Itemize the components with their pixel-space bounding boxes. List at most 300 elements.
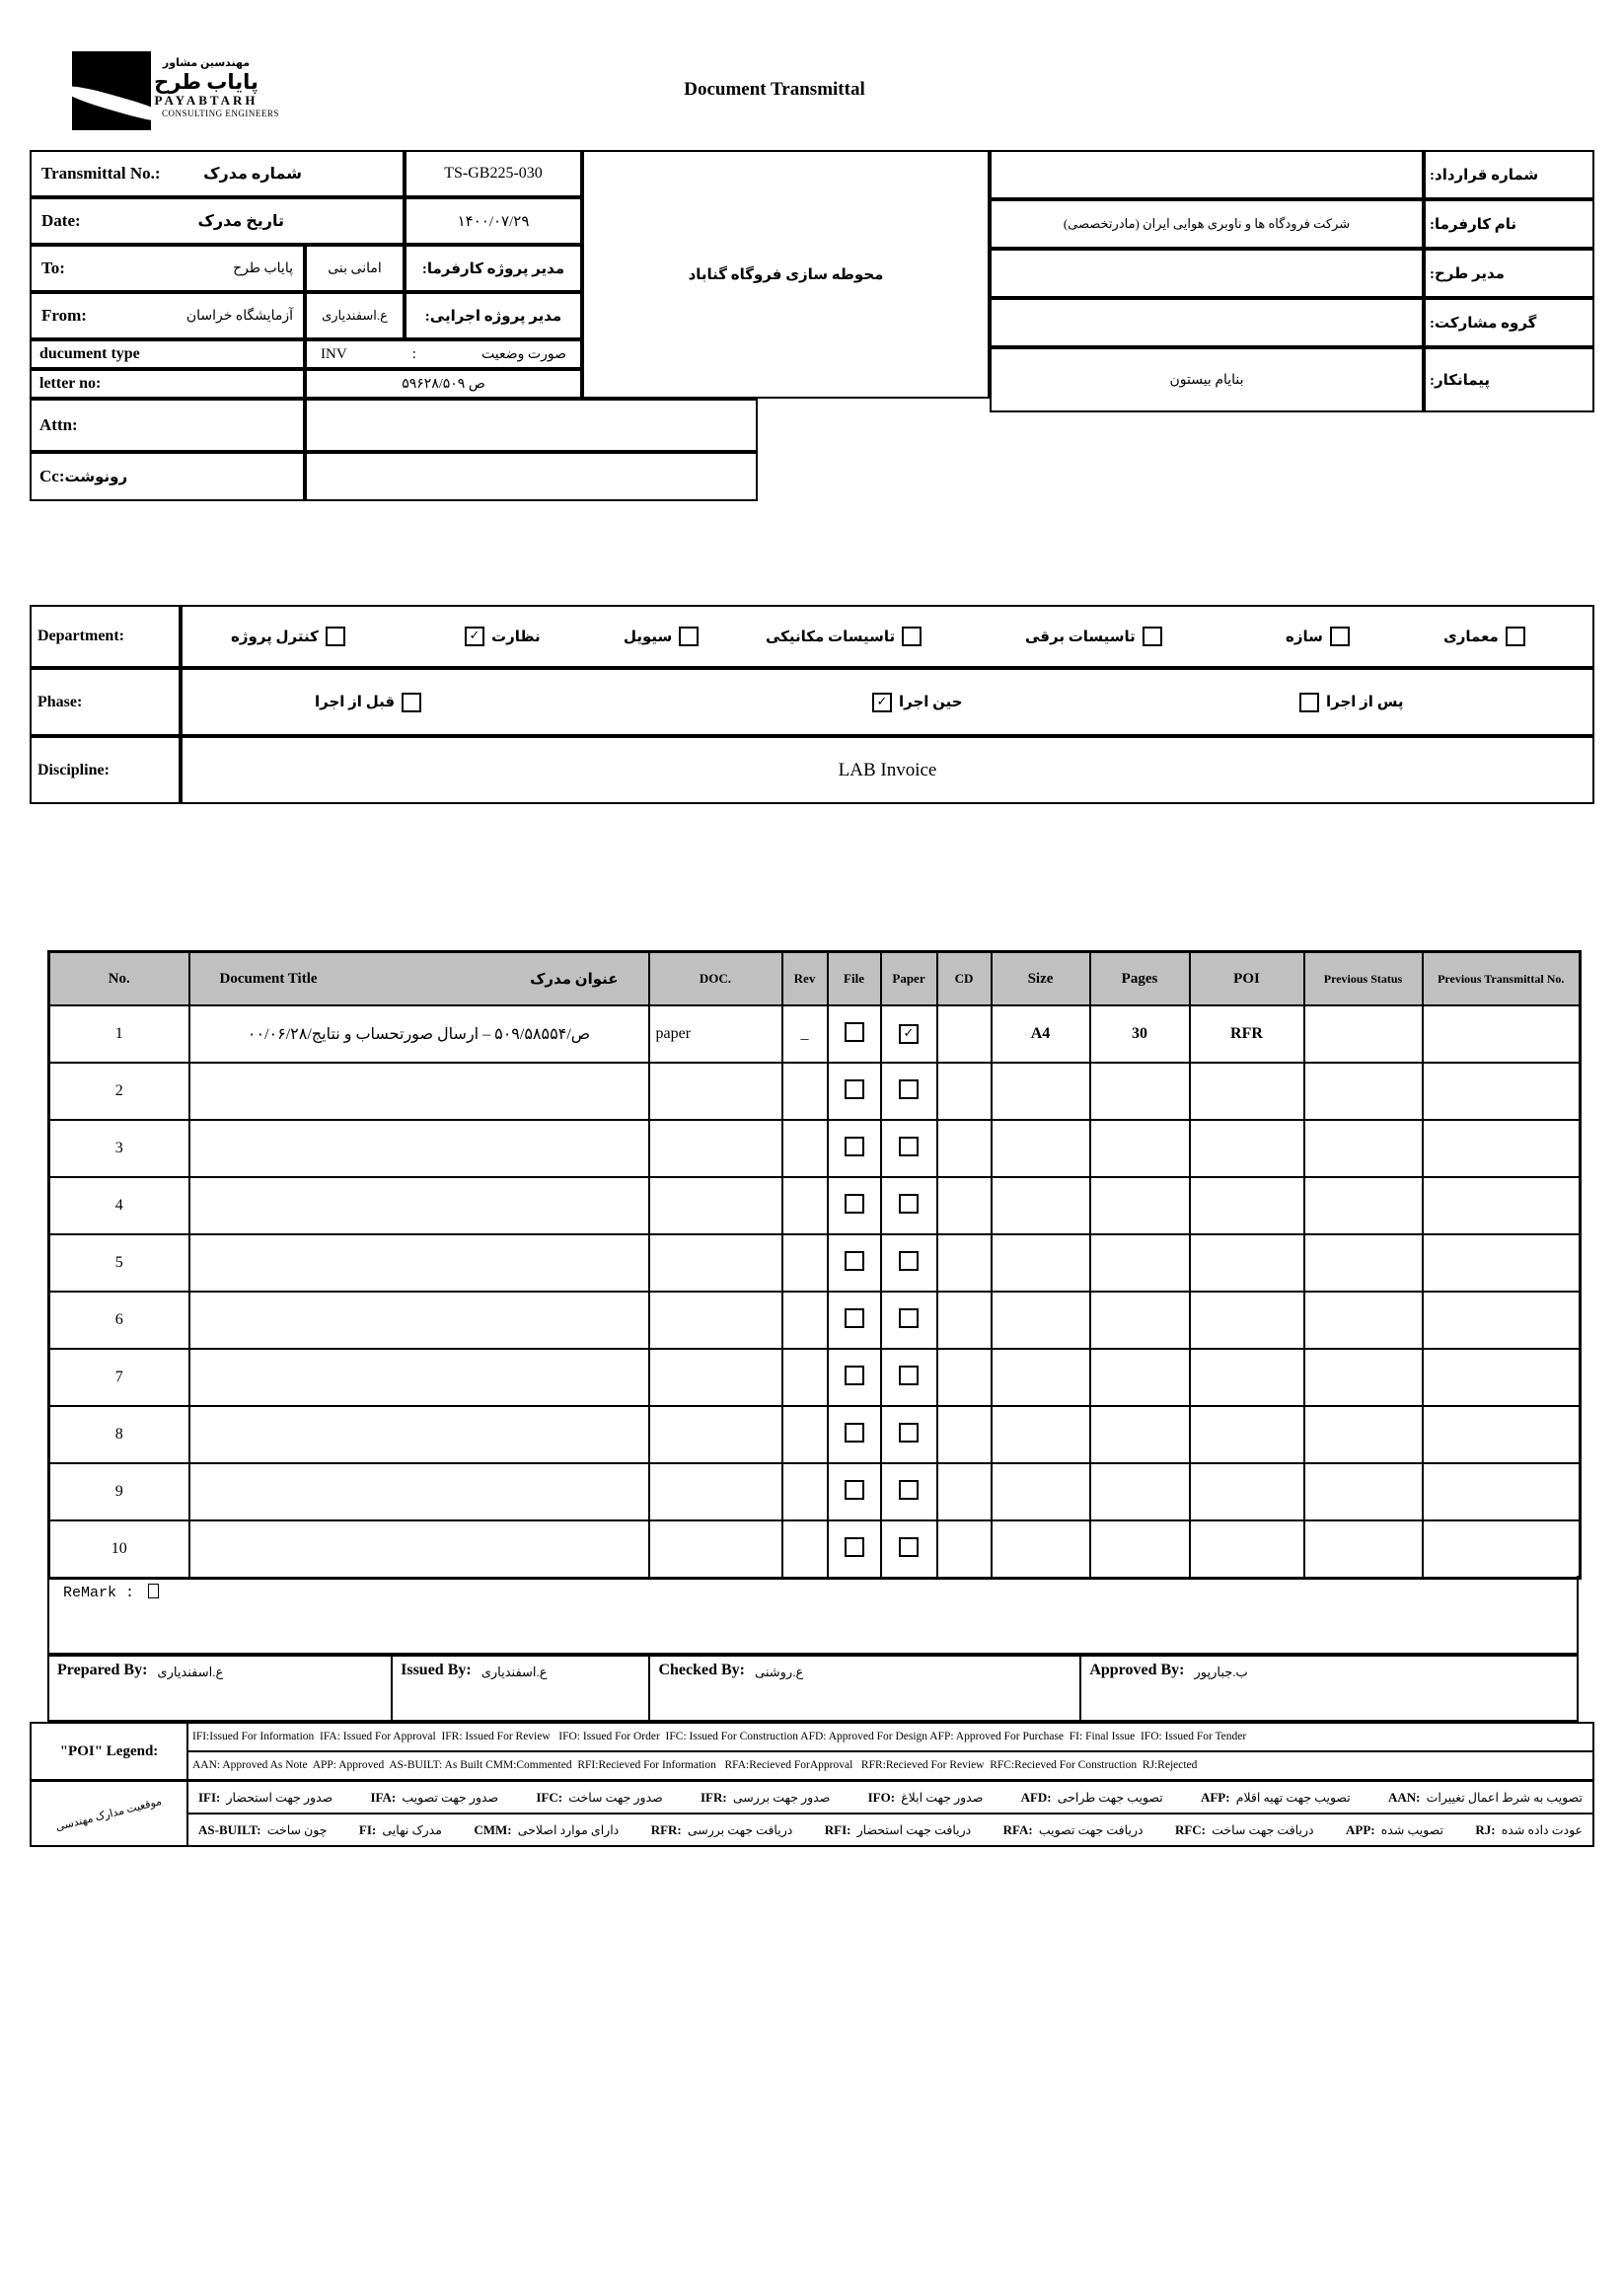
col-pages: Pages (1090, 952, 1190, 1006)
cell-cd (937, 1520, 992, 1579)
cell-poi (1190, 1349, 1304, 1406)
cell-rev (782, 1292, 828, 1349)
legend-item: FI: مدرک نهایی (358, 1822, 442, 1837)
col-prev-transmittal: Previous Transmittal No. (1423, 952, 1581, 1006)
cell-paper (881, 1349, 937, 1406)
cell-prev-transmittal (1423, 1406, 1581, 1463)
dept-option-label: تاسیسات مکانیکی (766, 629, 896, 645)
to-value: پایاب طرح (233, 260, 293, 276)
prepared-by-name: ع.اسفندیاری (157, 1665, 224, 1679)
from-cell (30, 292, 305, 339)
empty-glyph-box (148, 1584, 159, 1598)
cell-doc (649, 1406, 782, 1463)
phase-label: Phase: (37, 693, 83, 710)
poi-legend-en-block (32, 1724, 1592, 1779)
exec-pm-label: مدیر پروژه اجرایی: (405, 292, 582, 339)
col-title-fa: عنوان مدرک (530, 971, 619, 988)
cell-pages (1090, 1120, 1190, 1177)
dept-option-label: نظارت (491, 629, 541, 645)
date-value: ۱۴۰۰/۰۷/۲۹ (405, 197, 582, 245)
legend-item: AAN: تصویب به شرط اعمال تغییرات (1387, 1790, 1583, 1805)
checkbox-icon[interactable] (1506, 627, 1525, 646)
remark-label: ReMark : (63, 1585, 135, 1601)
cell-poi (1190, 1520, 1304, 1579)
cell-paper (881, 1292, 937, 1349)
cell-prev-status (1304, 1005, 1423, 1063)
transmittal-no-label-fa: شماره مدرک (203, 166, 302, 183)
phase-option-label: پس از اجرا (1326, 695, 1404, 710)
poi-legend-section (30, 1722, 1594, 1847)
phase-option-after-execution[interactable] (1299, 693, 1404, 712)
cell-title (189, 1177, 649, 1234)
cell-doc (649, 1520, 782, 1579)
legend-item: APP: تصویب شده (1346, 1822, 1443, 1837)
table-row (49, 1463, 1581, 1520)
phase-option-label: حین اجرا (899, 695, 963, 710)
company-brand (148, 57, 279, 118)
cell-rev (782, 1177, 828, 1234)
cell-doc (649, 1234, 782, 1292)
poi-legend-en-line-2: AAN: Approved As Note APP: Approved AS-BUILT: As Built CMM:Commented RFI:Recieved For Information RFA:Recieved ForApproval RFR:Recieved For Review RFC:Recieved For Construction RJ:Rejected (192, 1759, 1198, 1771)
cell-rev (782, 1120, 828, 1177)
cell-size (992, 1406, 1090, 1463)
cell-prev-status (1304, 1292, 1423, 1349)
prepared-by-label: Prepared By: (57, 1662, 148, 1678)
cell-poi (1190, 1120, 1304, 1177)
cell-prev-status (1304, 1463, 1423, 1520)
cell-prev-status (1304, 1177, 1423, 1234)
logo-swoosh-icon (72, 81, 151, 127)
col-prev-status: Previous Status (1304, 952, 1423, 1006)
cell-file (828, 1063, 881, 1120)
cell-title: ۰۰/۰۶/۲۸/ص/۵۰۹/۵۸۵۵۴ – ارسال صورتحساب و نتایج (189, 1005, 649, 1063)
cell-no: 9 (49, 1463, 189, 1520)
contract-no-value (990, 150, 1424, 199)
cell-file (828, 1520, 881, 1579)
col-file: File (828, 952, 881, 1006)
cell-prev-transmittal (1423, 1063, 1581, 1120)
doctype-label-cell (30, 339, 305, 369)
brand-fa-name: پایاب طرح (154, 69, 258, 94)
checkbox-icon[interactable] (326, 627, 345, 646)
dept-option-mechanical[interactable] (766, 627, 922, 646)
file-checkbox[interactable] (845, 1423, 864, 1443)
cell-prev-status (1304, 1406, 1423, 1463)
cell-title (189, 1406, 649, 1463)
cell-title (189, 1520, 649, 1579)
cell-pages (1090, 1520, 1190, 1579)
cell-title (189, 1292, 649, 1349)
cell-rev (782, 1349, 828, 1406)
attn-label-cell (30, 399, 305, 452)
poi-legend-en-line-1: IFI:Issued For Information IFA: Issued For Approval IFR: Issued For Review IFO: Issued For Order IFC: Issued For Construction AFD: Approved For Design AFP: Approved For Purchase FI: Final Issue IFO: Issued For Tender (188, 1724, 1592, 1752)
cell-size (992, 1463, 1090, 1520)
phase-options-row (181, 668, 1594, 736)
dept-option-label: سازه (1286, 629, 1323, 645)
legend-item: IFR: صدور جهت بررسی (700, 1790, 831, 1805)
cell-size: A4 (992, 1005, 1090, 1063)
cell-file (828, 1120, 881, 1177)
doctype-label: ducument type (39, 345, 140, 362)
discipline-label-cell (30, 736, 181, 804)
cell-rev (782, 1063, 828, 1120)
cell-poi (1190, 1063, 1304, 1120)
legend-item: AS-BUILT: چون ساخت (198, 1822, 328, 1837)
cell-pages (1090, 1177, 1190, 1234)
cell-prev-transmittal (1423, 1234, 1581, 1292)
cell-file (828, 1234, 881, 1292)
poi-legend-fa-line-1 (188, 1782, 1592, 1815)
cc-label-cell (30, 452, 305, 501)
cell-prev-transmittal (1423, 1349, 1581, 1406)
cell-size (992, 1292, 1090, 1349)
table-row (49, 1234, 1581, 1292)
phase-label-cell (30, 668, 181, 736)
dept-option-label: تاسیسات برقی (1025, 629, 1136, 645)
checkbox-icon[interactable] (902, 627, 922, 646)
cell-no: 5 (49, 1234, 189, 1292)
approved-by-label: Approved By: (1089, 1662, 1185, 1678)
client-name-label: نام کارفرما: (1424, 199, 1594, 249)
approved-by-name: ب.جبارپور (1194, 1665, 1248, 1679)
cell-pages (1090, 1063, 1190, 1120)
document-list-table (47, 950, 1582, 1580)
paper-checkbox[interactable] (899, 1308, 919, 1328)
cell-size (992, 1234, 1090, 1292)
file-checkbox[interactable] (845, 1308, 864, 1328)
cell-size (992, 1177, 1090, 1234)
cell-no: 6 (49, 1292, 189, 1349)
cell-paper (881, 1063, 937, 1120)
paper-checkbox[interactable]: ✓ (899, 1024, 919, 1044)
checkbox-icon[interactable] (1299, 693, 1319, 712)
attn-label: Attn: (39, 415, 78, 434)
legend-item: RJ: عودت داده شده (1475, 1822, 1583, 1837)
dept-option-electrical[interactable] (1025, 627, 1162, 646)
project-name-cell: محوطه سازی فروگاه گناباد (582, 150, 990, 399)
transmittal-no-label-cell (30, 150, 405, 197)
legend-item: IFA: صدور جهت تصویب (370, 1790, 499, 1805)
cell-paper (881, 1520, 937, 1579)
date-label-en: Date: (41, 211, 81, 230)
dept-option-label: سیویل (624, 629, 673, 645)
cell-poi (1190, 1292, 1304, 1349)
discipline-label: Discipline: (37, 761, 110, 778)
cell-poi (1190, 1234, 1304, 1292)
cell-doc (649, 1292, 782, 1349)
cell-doc (649, 1463, 782, 1520)
cell-cd (937, 1234, 992, 1292)
dept-option-architecture[interactable] (1443, 627, 1525, 646)
department-options-row (181, 605, 1594, 668)
legend-item: AFD: تصویب جهت طراحی (1020, 1790, 1163, 1805)
contractor-value: بنایام بیستون (990, 347, 1424, 412)
dept-option-label: معماری (1443, 629, 1499, 645)
paper-checkbox[interactable] (899, 1079, 919, 1099)
company-logo (72, 51, 151, 130)
poi-legend-side-label (32, 1782, 188, 1845)
contract-no-label: شماره قرارداد: (1424, 150, 1594, 199)
cell-title (189, 1349, 649, 1406)
cc-label-fa: رونوشت (64, 469, 128, 485)
legend-item: RFI: دریافت جهت استحضار (824, 1822, 972, 1837)
cell-cd (937, 1292, 992, 1349)
cell-no: 8 (49, 1406, 189, 1463)
cell-doc (649, 1177, 782, 1234)
paper-checkbox[interactable] (899, 1366, 919, 1385)
brand-fa-tagline: مهندسین مشاور (162, 57, 251, 69)
legend-item: RFA: دریافت جهت تصویب (1002, 1822, 1144, 1837)
cell-rev (782, 1234, 828, 1292)
to-label: To: (41, 259, 65, 277)
col-paper: Paper (881, 952, 937, 1006)
cell-prev-status (1304, 1120, 1423, 1177)
cell-cd (937, 1177, 992, 1234)
cell-pages (1090, 1292, 1190, 1349)
cell-no: 7 (49, 1349, 189, 1406)
prepared-by-cell (49, 1657, 393, 1720)
paper-checkbox[interactable] (899, 1423, 919, 1443)
col-doc: DOC. (649, 952, 782, 1006)
cc-label-en: Cc: (39, 467, 65, 485)
file-checkbox[interactable] (845, 1079, 864, 1099)
paper-checkbox[interactable] (899, 1537, 919, 1557)
poi-legend-fa-block (32, 1779, 1592, 1845)
cell-paper (881, 1120, 937, 1177)
cc-value-cell (305, 452, 758, 501)
date-label-cell (30, 197, 405, 245)
dept-option-supervision[interactable] (465, 627, 541, 646)
cell-poi (1190, 1177, 1304, 1234)
cell-paper (881, 1463, 937, 1520)
table-row (49, 1520, 1581, 1579)
cell-size (992, 1063, 1090, 1120)
cell-rev (782, 1463, 828, 1520)
cell-rev: _ (782, 1005, 828, 1063)
col-cd: CD (937, 952, 992, 1006)
cell-poi (1190, 1463, 1304, 1520)
cell-pages (1090, 1463, 1190, 1520)
cell-poi (1190, 1406, 1304, 1463)
cell-file (828, 1005, 881, 1063)
cell-no: 4 (49, 1177, 189, 1234)
legend-item: RFC: دریافت جهت ساخت (1174, 1822, 1314, 1837)
cell-pages (1090, 1349, 1190, 1406)
table-row (49, 1406, 1581, 1463)
cell-prev-transmittal (1423, 1177, 1581, 1234)
checkbox-icon[interactable] (1330, 627, 1350, 646)
cell-no: 1 (49, 1005, 189, 1063)
transmittal-no-label-en: Transmittal No.: (41, 164, 161, 183)
table-row (49, 1177, 1581, 1234)
cell-file (828, 1406, 881, 1463)
cell-pages (1090, 1234, 1190, 1292)
letterno-value: ۵۹۶۲۸/ص ۵۰۹ (305, 369, 582, 399)
cell-prev-status (1304, 1234, 1423, 1292)
cell-size (992, 1120, 1090, 1177)
checked-by-name: ع.روشنی (755, 1665, 804, 1679)
contractor-label: پیمانکار: (1424, 347, 1594, 412)
cell-paper (881, 1234, 937, 1292)
from-value: آزمایشگاه خراسان (185, 308, 293, 324)
cell-paper (881, 1177, 937, 1234)
cell-cd (937, 1406, 992, 1463)
partnership-group-label: گروه مشارکت: (1424, 298, 1594, 347)
cell-prev-status (1304, 1520, 1423, 1579)
transmittal-header-table (30, 150, 1594, 501)
checked-by-cell (650, 1657, 1081, 1720)
remark-section (47, 1576, 1579, 1655)
checkbox-icon[interactable]: ✓ (872, 693, 892, 712)
col-rev: Rev (782, 952, 828, 1006)
doctype-value-fa: صورت وضعیت (481, 346, 566, 362)
col-title (189, 952, 649, 1006)
filters-section (30, 605, 1594, 804)
dept-option-civil[interactable] (624, 627, 699, 646)
cell-rev (782, 1406, 828, 1463)
col-poi: POI (1190, 952, 1304, 1006)
table-row (49, 1349, 1581, 1406)
cell-doc (649, 1349, 782, 1406)
dept-option-label: کنترل پروژه (231, 629, 319, 645)
checkbox-icon[interactable] (402, 693, 421, 712)
cell-prev-status (1304, 1349, 1423, 1406)
cell-paper (881, 1005, 937, 1063)
paper-checkbox[interactable] (899, 1251, 919, 1271)
cell-title (189, 1463, 649, 1520)
cell-no: 10 (49, 1520, 189, 1579)
doctype-colon: : (411, 345, 416, 362)
paper-checkbox[interactable] (899, 1137, 919, 1156)
file-checkbox[interactable] (845, 1022, 864, 1042)
attn-value-cell (305, 399, 758, 452)
doctype-value-en: INV (321, 345, 347, 362)
issued-by-name: ع.اسفندیاری (480, 1665, 548, 1679)
cell-prev-transmittal (1423, 1292, 1581, 1349)
col-size: Size (992, 952, 1090, 1006)
table-header-row (49, 952, 1581, 1006)
page-title: Document Transmittal (684, 79, 865, 100)
poi-legend-side-text: موقعیت مدارک مهندسی (54, 1795, 164, 1833)
signatures-row (47, 1655, 1579, 1722)
legend-item: RFR: دریافت جهت بررسی (650, 1822, 793, 1837)
table-row (49, 1292, 1581, 1349)
letterno-label-cell (30, 369, 305, 399)
table-row (49, 1120, 1581, 1177)
legend-item: CMM: دارای موارد اصلاحی (474, 1822, 620, 1837)
partnership-group-value (990, 298, 1424, 347)
cell-prev-transmittal (1423, 1005, 1581, 1063)
col-title-en: Document Title (219, 970, 318, 987)
col-no: No. (49, 952, 189, 1006)
cell-size (992, 1520, 1090, 1579)
department-label-cell (30, 605, 181, 668)
discipline-value: LAB Invoice (181, 736, 1594, 804)
doctype-value-cell (305, 339, 582, 369)
client-name-value: شرکت فرودگاه ها و ناوبری هوایی ایران (مادرتخصصی) (990, 199, 1424, 249)
checkbox-icon[interactable] (1143, 627, 1162, 646)
paper-checkbox[interactable] (899, 1194, 919, 1214)
dept-option-project-control[interactable] (231, 627, 345, 646)
phase-option-label: قبل از اجرا (315, 695, 396, 710)
legend-item: IFC: صدور جهت ساخت (536, 1790, 663, 1805)
file-checkbox[interactable] (845, 1366, 864, 1385)
file-checkbox[interactable] (845, 1194, 864, 1214)
cell-cd (937, 1120, 992, 1177)
table-row (49, 1063, 1581, 1120)
cell-pages (1090, 1406, 1190, 1463)
cell-poi: RFR (1190, 1005, 1304, 1063)
plan-manager-value (990, 249, 1424, 298)
from-person: ع.اسفندیاری (305, 292, 405, 339)
to-person: امانی بنی (305, 245, 405, 292)
cell-cd (937, 1005, 992, 1063)
cell-title (189, 1120, 649, 1177)
checked-by-label: Checked By: (658, 1662, 745, 1678)
legend-item: IFI: صدور جهت استحضار (198, 1790, 333, 1805)
cell-doc (649, 1063, 782, 1120)
cell-cd (937, 1063, 992, 1120)
from-label: From: (41, 306, 87, 325)
file-checkbox[interactable] (845, 1537, 864, 1557)
cell-prev-status (1304, 1063, 1423, 1120)
issued-by-cell (393, 1657, 650, 1720)
file-checkbox[interactable] (845, 1480, 864, 1500)
date-label-fa: تاریخ مدرک (197, 213, 284, 230)
letterno-label: letter no: (39, 375, 102, 392)
cell-title (189, 1234, 649, 1292)
paper-checkbox[interactable] (899, 1480, 919, 1500)
cell-no: 3 (49, 1120, 189, 1177)
phase-option-before-execution[interactable] (315, 693, 421, 712)
phase-option-during-execution[interactable] (872, 693, 963, 712)
cell-size (992, 1349, 1090, 1406)
to-cell (30, 245, 305, 292)
dept-option-structure[interactable] (1286, 627, 1350, 646)
cell-cd (937, 1463, 992, 1520)
brand-en-tagline: CONSULTING ENGINEERS (162, 108, 279, 118)
cell-cd (937, 1349, 992, 1406)
cell-title (189, 1063, 649, 1120)
cell-doc (649, 1120, 782, 1177)
cell-prev-transmittal (1423, 1120, 1581, 1177)
client-pm-label: مدیر پروژه کارفرما: (405, 245, 582, 292)
transmittal-no-value: TS-GB225-030 (405, 150, 582, 197)
checkbox-icon[interactable] (679, 627, 699, 646)
file-checkbox[interactable] (845, 1137, 864, 1156)
legend-item: AFP: تصویب جهت تهیه اقلام (1200, 1790, 1351, 1805)
file-checkbox[interactable] (845, 1251, 864, 1271)
cell-no: 2 (49, 1063, 189, 1120)
department-label: Department: (37, 628, 124, 644)
cell-doc: paper (649, 1005, 782, 1063)
cell-file (828, 1349, 881, 1406)
cell-paper (881, 1406, 937, 1463)
cell-rev (782, 1520, 828, 1579)
brand-en-name: PAYABTARH (154, 92, 258, 108)
cell-prev-transmittal (1423, 1520, 1581, 1579)
cell-pages: 30 (1090, 1005, 1190, 1063)
approved-by-cell (1081, 1657, 1577, 1720)
issued-by-label: Issued By: (401, 1662, 472, 1678)
poi-legend-label: "POI" Legend: (32, 1724, 188, 1779)
legend-item: IFO: صدور جهت ابلاغ (867, 1790, 984, 1805)
poi-legend-fa-line-2 (188, 1815, 1592, 1845)
cell-prev-transmittal (1423, 1463, 1581, 1520)
table-row (49, 1005, 1581, 1063)
cell-file (828, 1463, 881, 1520)
checkbox-icon[interactable]: ✓ (465, 627, 484, 646)
